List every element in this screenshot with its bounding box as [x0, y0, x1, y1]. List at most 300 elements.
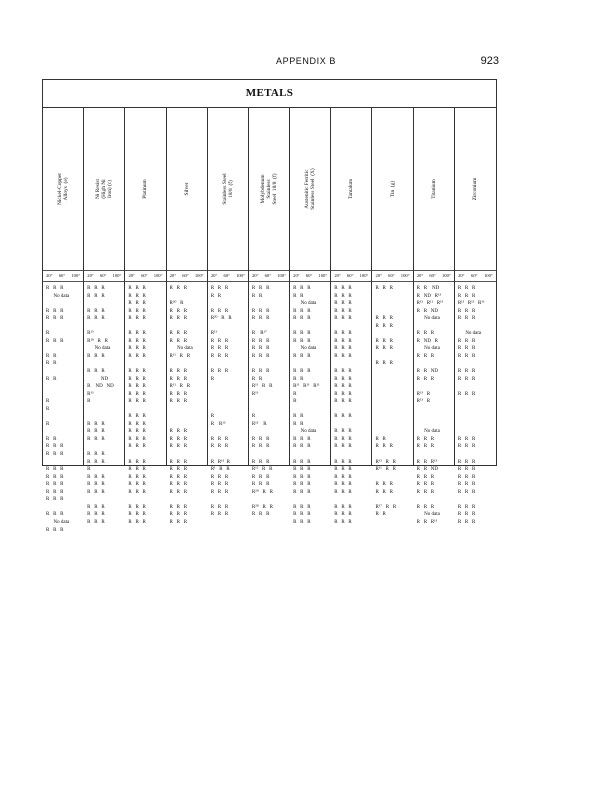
temperature-label: 60° [388, 273, 395, 278]
rating-line [170, 413, 205, 421]
rating-line: R R R [251, 474, 270, 480]
rating-line: R R R [128, 376, 146, 382]
rating-line: R R R [334, 459, 352, 465]
rating-line: R [210, 376, 215, 382]
metal-name: Ni Resist (High Ni Iron) (c) [95, 178, 114, 199]
rating-line: R R R [334, 353, 352, 359]
rating-line: No data [416, 512, 440, 518]
rating-line: R R R [457, 519, 476, 525]
rating-line [211, 383, 246, 391]
page-header [0, 56, 612, 70]
rating-line [46, 459, 81, 467]
rating-line: R R [210, 293, 222, 299]
temperature-label: 100° [194, 273, 204, 278]
temperature-label: 20° [416, 273, 424, 278]
rating-line: R R R [416, 436, 435, 442]
rating-line: R R R¹³ [416, 519, 438, 525]
rating-line [375, 474, 410, 482]
rating-line: No data [416, 316, 440, 322]
rating-line: R R R [46, 482, 64, 488]
rating-line: R R R [210, 482, 229, 488]
rating-line: R R R [293, 338, 311, 344]
rating-line [293, 451, 328, 459]
resistance-ratings [170, 285, 205, 527]
rating-line: R R ND [416, 308, 439, 314]
temperature-label: 20° [458, 273, 465, 278]
column-header [414, 107, 454, 271]
resistance-ratings [417, 285, 452, 527]
rating-line: R¹¹ R R [169, 384, 191, 390]
rating-line: R R R [169, 376, 188, 382]
rating-line: R¹¹ R R [169, 353, 191, 359]
rating-line: R [46, 406, 50, 412]
rating-line: R R R [87, 459, 105, 465]
rating-line: R R R [128, 286, 146, 291]
rating-line: R²⁰ R R [251, 504, 273, 510]
resistance-ratings [252, 285, 287, 527]
rating-line: R R R [334, 391, 352, 397]
rating-line: R R R [293, 436, 311, 442]
metal-name: Tantalum [348, 178, 355, 199]
rating-line: R R R [87, 474, 105, 480]
rating-line [334, 406, 369, 414]
rating-line: R R R [169, 504, 188, 510]
rating-line: No data [46, 293, 70, 299]
rating-line [417, 383, 452, 391]
rating-line [87, 300, 122, 308]
rating-line [458, 398, 494, 406]
temperature-label: 20° [334, 273, 341, 278]
rating-line [375, 308, 410, 316]
rating-line [375, 293, 410, 301]
rating-line [458, 323, 494, 331]
rating-line: R²⁰ R R [210, 316, 232, 322]
rating-line: R R ND [416, 286, 440, 291]
column-header [43, 107, 83, 271]
rating-line: R R [293, 293, 304, 299]
rating-line: R R R [334, 376, 352, 382]
rating-line [375, 300, 410, 308]
rating-line [252, 398, 287, 406]
temperature-label: 100° [359, 273, 369, 278]
rating-line: R R R [334, 474, 352, 480]
rating-line: No data [416, 346, 440, 352]
column-header [290, 107, 330, 271]
rating-line: No data [293, 346, 317, 352]
rating-line: R R R [293, 331, 311, 337]
metal-name: Molybdenum Stainless Steel 18/8 (f) [259, 172, 278, 205]
rating-line: R R [251, 376, 263, 382]
rating-line [334, 421, 369, 429]
rating-line: R R [293, 376, 304, 382]
temperature-row [414, 270, 454, 282]
temperature-label: 60° [346, 273, 354, 278]
rating-line: R R R [128, 399, 146, 405]
rating-line: R R R [334, 436, 352, 442]
rating-line: R R R [375, 316, 393, 322]
rating-line: R R R [169, 512, 188, 518]
rating-line: ND [87, 376, 109, 382]
temperature-label: 60° [223, 273, 230, 278]
temperature-label: 60° [429, 273, 436, 278]
rating-line: R¹¹ R¹¹ R¹¹ [293, 384, 320, 390]
column-header [331, 107, 371, 271]
metal-column [290, 107, 331, 525]
rating-line: R R R [46, 338, 64, 344]
rating-line [375, 391, 410, 399]
rating-line: R R R [334, 338, 352, 344]
rating-line: R R R [457, 489, 476, 495]
metal-column [125, 107, 166, 525]
rating-line: R R R [457, 286, 476, 291]
rating-line: R R R [334, 308, 352, 314]
rating-line: R¹³ [87, 391, 94, 397]
rating-line: R R R [457, 474, 476, 480]
rating-line: R R R [416, 504, 435, 510]
rating-line [87, 443, 122, 451]
rating-line: R R R [46, 452, 64, 458]
rating-line: R R R [128, 308, 146, 314]
rating-line [46, 323, 81, 331]
rating-line: R¹³ R [251, 421, 267, 427]
resistance-ratings [375, 285, 410, 527]
rating-line: R R R [293, 316, 311, 322]
rating-line: R¹³ R [416, 399, 431, 405]
rating-line: R R [251, 293, 263, 299]
metal-name: Zirconium [472, 177, 479, 200]
rating-line: R R R [457, 369, 476, 375]
rating-line: R¹¹ R R [375, 467, 396, 473]
rating-line: R R R [87, 293, 105, 299]
table-title: METALS [43, 80, 496, 108]
rating-line: R [46, 421, 50, 427]
rating-line: R R R [210, 369, 229, 375]
rating-line: R²⁰ R R [251, 489, 273, 495]
temperature-row [249, 270, 289, 282]
rating-line: R R R [87, 482, 105, 488]
rating-line: R R R [375, 361, 393, 367]
rating-line [375, 330, 410, 338]
rating-line [375, 421, 410, 429]
rating-line: R R R [128, 421, 146, 427]
rating-line: R R R [251, 512, 270, 518]
temperature-label: 20° [169, 273, 177, 278]
column-header [208, 107, 248, 271]
rating-line: R R R [128, 353, 146, 359]
rating-line: R R R [210, 504, 229, 510]
temperature-label: 20° [128, 273, 135, 278]
resistance-ratings [46, 285, 81, 534]
column-header [372, 107, 412, 271]
rating-line: R R R [334, 489, 352, 495]
rating-line: R [46, 399, 50, 405]
temperature-label: 100° [400, 273, 410, 278]
rating-line [293, 496, 328, 504]
rating-line: R R R [375, 444, 393, 450]
rating-line: R R R [251, 346, 270, 352]
rating-line: R R R [416, 474, 435, 480]
metal-name: Titanium [430, 178, 437, 199]
resistance-ratings [458, 285, 494, 527]
rating-line: No data [87, 346, 111, 352]
rating-line: R R R [334, 519, 352, 525]
rating-line: R R R [457, 338, 476, 344]
rating-line: R R R [169, 286, 188, 291]
rating-line: R R R [128, 293, 146, 299]
metal-column [372, 107, 413, 518]
rating-line: R R [46, 436, 57, 442]
rating-line [458, 451, 494, 459]
temperature-row [208, 270, 248, 282]
rating-line [87, 406, 122, 414]
rating-line: R R R [416, 444, 435, 450]
temperature-label: 60° [471, 273, 478, 278]
rating-line: R R R [251, 444, 270, 450]
rating-line: R R R [46, 444, 64, 450]
rating-line [252, 519, 287, 527]
rating-line: R R¹⁷ [251, 331, 267, 337]
rating-line: R R R [128, 459, 146, 465]
rating-line: R R R [293, 308, 311, 314]
rating-line: R R R [128, 414, 146, 420]
rating-line: R R R [416, 376, 435, 382]
column-header [84, 107, 124, 271]
rating-line [458, 428, 494, 436]
rating-line [252, 496, 287, 504]
rating-line: R R R [210, 474, 229, 480]
rating-line: R R R [210, 512, 229, 518]
metal-name: Silver [183, 182, 190, 195]
rating-line: R R R [87, 286, 105, 291]
rating-line: R R R [169, 459, 188, 465]
rating-line: R [210, 414, 215, 420]
temperature-label: 60° [99, 273, 107, 278]
rating-line [252, 406, 287, 414]
rating-line [334, 323, 369, 331]
rating-line: R R R [169, 519, 188, 525]
rating-line [46, 368, 81, 376]
rating-line: R R R [334, 331, 352, 337]
rating-line: R R [375, 512, 386, 518]
rating-line [170, 451, 205, 459]
rating-line: R R R [293, 512, 311, 518]
rating-line: No data [457, 331, 482, 337]
rating-line: R R R [128, 444, 146, 450]
rating-line: R R R [210, 286, 229, 291]
rating-line [211, 360, 246, 368]
rating-line: R R R [293, 504, 311, 510]
rating-line: R R R [169, 467, 188, 473]
rating-line: R R R [87, 436, 105, 442]
rating-line [375, 496, 410, 504]
temperature-row [167, 270, 207, 282]
appendix-label: APPENDIX B [275, 56, 337, 66]
temperature-label: 100° [441, 273, 451, 278]
temperature-label: 20° [210, 273, 218, 278]
rating-line: R R R [169, 399, 188, 405]
rating-line: R R R [334, 429, 352, 435]
rating-line: R R R [128, 384, 146, 390]
temperature-label: 20° [375, 273, 382, 278]
rating-line [458, 360, 494, 368]
rating-line: R R R [87, 489, 105, 495]
temperature-label: 100° [71, 273, 81, 278]
rating-line: R¹³ R¹¹ R¹³ [416, 301, 444, 307]
rating-line: R R R [334, 504, 352, 510]
rating-line: R R R [169, 331, 188, 337]
rating-line [252, 323, 287, 331]
temperature-row [84, 270, 124, 282]
rating-line: R [251, 414, 256, 420]
temperature-label: 60° [305, 273, 313, 278]
rating-line: No data [169, 346, 193, 352]
rating-line: R R [375, 436, 386, 442]
rating-line: R R¹³ [210, 421, 226, 427]
rating-line: R R R [128, 369, 146, 375]
rating-line: R R R [169, 338, 188, 344]
rating-line: R R R [46, 308, 64, 314]
rating-line [170, 323, 205, 331]
rating-line: R R [293, 414, 304, 420]
rating-line: R R [46, 376, 57, 382]
rating-line [87, 360, 122, 368]
rating-line: R R R [334, 346, 352, 352]
rating-line [458, 421, 494, 429]
rating-line [375, 451, 410, 459]
rating-line [46, 300, 81, 308]
rating-line: R R R [416, 331, 435, 337]
temperature-row [43, 270, 83, 282]
rating-line: R R R [251, 369, 270, 375]
rating-line: R¹³ R R [375, 459, 396, 465]
rating-line: No data [293, 301, 317, 307]
rating-line: R ND R¹³ [416, 293, 442, 299]
rating-line [375, 383, 410, 391]
rating-line [170, 293, 205, 301]
rating-line: R R R [87, 512, 105, 518]
column-header [167, 107, 207, 271]
rating-line: R R R [87, 504, 105, 510]
rating-line [417, 360, 452, 368]
rating-line [375, 519, 410, 527]
metal-name: Austenitic Ferritic Stainless Steel (X) [304, 167, 317, 210]
rating-line [334, 451, 369, 459]
rating-line: R R R [87, 316, 105, 322]
rating-line: R R R [293, 519, 311, 525]
rating-line [170, 406, 205, 414]
rating-line: R [87, 399, 91, 405]
rating-line [128, 496, 163, 504]
column-header [249, 107, 289, 271]
resistance-ratings [293, 285, 328, 527]
rating-line: R R R [457, 293, 476, 299]
rating-line: R R R [128, 338, 146, 344]
rating-line: R R R [334, 369, 352, 375]
resistance-ratings [87, 285, 122, 527]
rating-line: R R R [334, 301, 352, 307]
rating-line [375, 413, 410, 421]
rating-line: R R R [251, 459, 270, 465]
rating-line: R [293, 399, 297, 405]
rating-line [128, 406, 163, 414]
temperature-label: 100° [112, 273, 122, 278]
rating-line [128, 451, 163, 459]
metal-name: Tin (g) [389, 180, 396, 197]
metal-column [249, 107, 290, 518]
rating-line: R R R [87, 353, 105, 359]
rating-line [252, 451, 287, 459]
rating-line: R R R [128, 474, 146, 480]
rating-line [211, 519, 246, 527]
rating-line: R R R [375, 346, 393, 352]
rating-line [334, 496, 369, 504]
rating-line: R R R [128, 467, 146, 473]
rating-line [252, 360, 287, 368]
column-header [125, 107, 165, 271]
metal-name: Stainless Steel 18/8 (f) [221, 172, 234, 205]
metal-column [208, 107, 249, 518]
rating-line [375, 428, 410, 436]
rating-line [375, 406, 410, 414]
rating-line: R R R [210, 308, 229, 314]
rating-line [211, 398, 246, 406]
rating-line: R R R [128, 489, 146, 495]
rating-line [128, 360, 163, 368]
rating-line: R R R [293, 369, 311, 375]
temperature-label: 60° [182, 273, 189, 278]
rating-line: R R R [293, 459, 311, 465]
metal-column [414, 107, 455, 525]
rating-line: R R R [169, 308, 188, 314]
temperature-label: 100° [236, 273, 245, 278]
rating-line: R R R [128, 436, 146, 442]
rating-line: R R ND [416, 369, 439, 375]
rating-line: R R R [334, 286, 352, 291]
rating-line: R R R [457, 482, 476, 488]
rating-line: R R R [87, 308, 105, 314]
rating-line: R R [293, 421, 304, 427]
rating-line: R R R [210, 489, 229, 495]
temperature-label: 60° [264, 273, 272, 278]
temperature-label: 60° [141, 273, 148, 278]
rating-line: R ND ND [87, 384, 114, 390]
temperature-label: 100° [277, 273, 286, 278]
rating-line [211, 428, 246, 436]
rating-line [46, 345, 81, 353]
rating-line: R R R [457, 353, 476, 359]
rating-line: R R R [334, 467, 352, 473]
rating-line [87, 496, 122, 504]
rating-line: R R R [46, 316, 64, 322]
rating-line: R R R [334, 414, 352, 420]
rating-line: R R R [251, 338, 270, 344]
rating-line: R R R [293, 444, 311, 450]
rating-line: R R R [87, 369, 105, 375]
rating-line [417, 413, 452, 421]
metal-column [331, 107, 372, 525]
rating-line: R R R [87, 429, 105, 435]
rating-line: R R R [334, 384, 352, 390]
rating-line: No data [416, 429, 440, 435]
rating-line: R R R [46, 467, 64, 473]
rating-line [46, 428, 81, 436]
temperature-label: 20° [87, 273, 94, 278]
rating-line: R R R [128, 391, 146, 397]
rating-line: R R R [251, 436, 270, 442]
temperature-label: 20° [293, 273, 300, 278]
rating-line: R R R [251, 308, 270, 314]
metal-column [167, 107, 208, 525]
